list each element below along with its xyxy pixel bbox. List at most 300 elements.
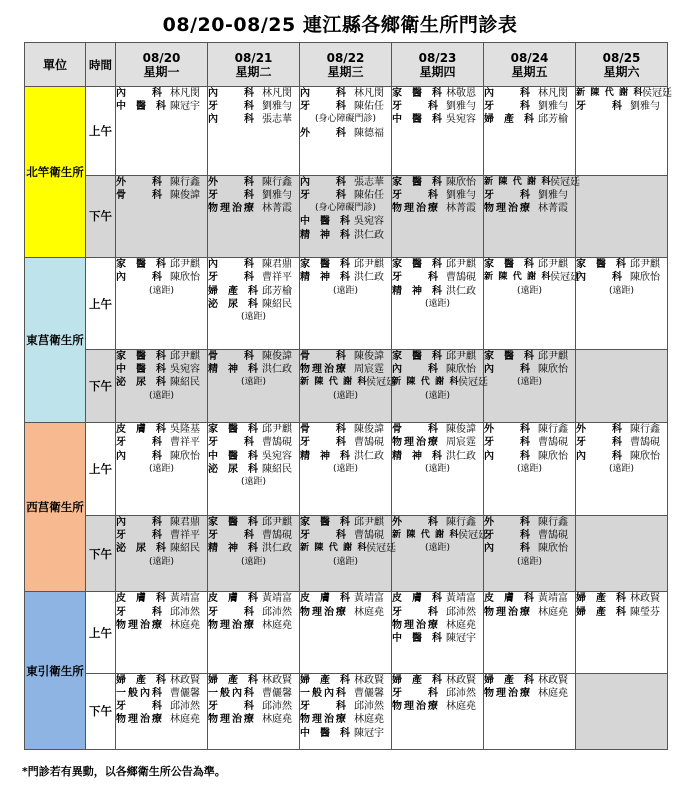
spacer (530, 687, 538, 700)
clinic-entry (116, 700, 207, 713)
clinic-entry (484, 592, 575, 605)
period-label: 下午 (86, 350, 116, 423)
spacer (530, 529, 538, 542)
clinic-entry (392, 423, 483, 436)
period-label: 下午 (86, 516, 116, 592)
department: 牙 科 (300, 189, 346, 201)
doctor-name: 陳俊諱 (446, 424, 476, 436)
department: 家 醫 科 (484, 351, 534, 363)
department: 精 神 科 (208, 543, 258, 555)
clinic-entry (300, 350, 391, 363)
doctor-name: 邱尹麒 (170, 259, 200, 271)
clinic-entry (392, 606, 483, 619)
spacer (162, 674, 170, 687)
spacer (254, 516, 262, 529)
spacer (162, 687, 170, 700)
doctor-name: 林凡閔 (262, 88, 292, 99)
department: 新陳代謝科 (484, 176, 550, 187)
spacer (162, 100, 170, 113)
day-weekday: 星期六 (603, 64, 640, 79)
schedule-cell (116, 87, 208, 176)
spacer (438, 450, 446, 463)
doctor-name: 黃靖富 (354, 593, 384, 605)
remote-note: (遠距) (424, 390, 451, 401)
spacer (530, 363, 538, 376)
doctor-name: 林敬恩 (446, 88, 476, 99)
department: 精 神 科 (300, 272, 350, 284)
doctor-name: 洪仁政 (354, 450, 384, 462)
clinic-entry (208, 619, 299, 632)
spacer (346, 423, 354, 436)
doctor-name: 曹祥平 (170, 437, 200, 449)
spacer (254, 700, 262, 713)
clinic-entry (392, 189, 483, 202)
doctor-name: 曹儷馨 (262, 687, 292, 699)
spacer (622, 592, 630, 605)
spacer (346, 606, 354, 619)
department: 精 神 科 (208, 364, 258, 376)
clinic-entry (300, 376, 396, 389)
clinic-entry (300, 436, 391, 449)
doctor-name: 吳宛容 (446, 114, 476, 126)
schedule-cell (208, 673, 300, 749)
doctor-name: 邱尹麒 (446, 351, 476, 363)
spacer (438, 423, 446, 436)
doctor-name: 陳冠宇 (446, 632, 476, 644)
clinic-entry (484, 176, 580, 189)
clinic-entry (116, 687, 207, 700)
schedule-cell (576, 516, 668, 592)
clinic-entry (392, 100, 483, 113)
clinic-entry (300, 258, 391, 271)
spacer (438, 202, 446, 215)
doctor-name: 陳冠宇 (354, 727, 384, 739)
department: 新陳代謝科 (392, 377, 458, 388)
department: 外 科 (300, 127, 346, 139)
spacer (346, 674, 354, 687)
day-header (300, 43, 392, 87)
department: 泌 尿 科 (208, 463, 258, 475)
spacer (254, 363, 262, 376)
doctor-name: 曹鵠硯 (538, 437, 568, 449)
department: 中 醫 科 (300, 727, 350, 739)
department: 皮 膚 科 (300, 593, 350, 605)
schedule-cell (392, 258, 484, 350)
department: 牙 科 (208, 701, 254, 713)
footnote: *門診若有異動，以各鄉衛生所公告為準。 (22, 765, 226, 778)
clinic-entry (116, 363, 207, 376)
clinic-entry (300, 100, 391, 113)
clinic-entry (484, 202, 575, 215)
doctor-name: 陳欣怡 (170, 450, 200, 462)
schedule-cell (392, 516, 488, 592)
clinic-entry (392, 350, 483, 363)
clinic-entry (300, 713, 391, 726)
department: 牙 科 (300, 101, 346, 113)
doctor-name: 吳隆基 (170, 424, 200, 436)
schedule-cell (576, 673, 668, 749)
clinic-entry (116, 271, 207, 284)
clinic-entry (300, 606, 391, 619)
department: 婦 產 科 (484, 114, 534, 126)
spacer (438, 100, 446, 113)
doctor-name: 邱沛然 (354, 701, 384, 713)
remote-note: (遠距) (424, 298, 451, 309)
department: 物理治療 (392, 701, 438, 713)
schedule-cell (208, 592, 300, 673)
spacer (438, 436, 446, 449)
clinic-entry (116, 176, 207, 189)
spacer (162, 258, 170, 271)
doctor-name: 陳行鑫 (538, 517, 568, 529)
period-label: 下午 (86, 175, 116, 257)
clinic-entry (484, 516, 575, 529)
spacer (254, 423, 262, 436)
remote-note: (遠距) (148, 463, 175, 474)
remote-note: (遠距) (516, 463, 543, 474)
doctor-name: 林庭堯 (354, 606, 384, 618)
clinic-entry (392, 516, 483, 529)
doctor-name: 曹鵠硯 (262, 530, 292, 542)
spacer (346, 127, 354, 140)
day-weekday: 星期二 (235, 64, 272, 79)
clinic-entry (484, 113, 575, 126)
spacer (438, 619, 446, 632)
department: 婦 產 科 (392, 674, 442, 686)
day-weekday: 星期三 (327, 64, 364, 79)
spacer (254, 113, 262, 126)
spacer (254, 87, 262, 100)
day-date: 08/23 (418, 50, 457, 65)
department: 物理治療 (392, 437, 438, 449)
spacer (346, 529, 354, 542)
department: 外 科 (208, 176, 254, 188)
department: 皮 膚 科 (116, 424, 166, 436)
department: 牙 科 (208, 101, 254, 113)
department: 內 科 (116, 450, 162, 462)
clinic-entry (116, 674, 207, 687)
doctor-name: 林庭堯 (538, 606, 568, 618)
spacer (162, 700, 170, 713)
department: 物理治療 (208, 203, 254, 215)
spacer (530, 258, 538, 271)
remote-note: (遠距) (148, 285, 175, 296)
spacer (438, 285, 446, 298)
doctor-name: 陳德福 (354, 127, 384, 139)
day-header (484, 43, 576, 87)
doctor-name: 林凡閔 (538, 88, 568, 99)
doctor-name: 洪仁政 (446, 450, 476, 462)
clinic-entry (484, 529, 575, 542)
schedule-cell (300, 673, 392, 749)
schedule-cell (208, 516, 300, 592)
day-date: 08/25 (602, 50, 641, 65)
period-label: 上午 (86, 423, 116, 516)
department: 泌 尿 科 (116, 377, 166, 389)
clinic-entry (208, 202, 299, 215)
day-header (576, 43, 668, 87)
day-date: 08/24 (510, 50, 549, 65)
remote-note: (遠距) (240, 476, 267, 487)
department: 外 科 (484, 517, 530, 529)
spacer (346, 189, 354, 202)
doctor-name: 邱沛然 (170, 701, 200, 713)
clinic-entry (300, 215, 391, 228)
doctor-name: 邱沛然 (170, 606, 200, 618)
period-label: 上午 (86, 258, 116, 350)
doctor-name: 曹鵠硯 (354, 530, 384, 542)
department: 牙 科 (576, 437, 622, 449)
clinic-entry (300, 423, 391, 436)
clinic-entry (116, 592, 207, 605)
schedule-cell (484, 592, 576, 673)
schedule-cell (208, 350, 300, 423)
department: 皮 膚 科 (392, 593, 442, 605)
doctor-name: 陳俊諱 (170, 189, 200, 201)
remote-note: (遠距) (148, 556, 175, 567)
department: 一般內科 (300, 687, 346, 699)
remote-note: (遠距) (424, 543, 451, 554)
spacer (438, 700, 446, 713)
department: 婦 產 科 (208, 285, 258, 297)
doctor-name: 林凡閔 (170, 88, 200, 99)
spacer (438, 87, 446, 100)
remote-note: (遠距) (516, 285, 543, 296)
department: 內 科 (484, 450, 530, 462)
clinic-entry (484, 189, 575, 202)
spacer (438, 632, 446, 645)
doctor-name: 邱沛然 (262, 701, 292, 713)
clinic-entry (116, 376, 207, 389)
clinic-entry (392, 529, 488, 542)
doctor-name: 吳宛容 (170, 364, 200, 376)
schedule-cell (300, 423, 392, 516)
department: 內 科 (208, 259, 254, 271)
department: 新陳代謝科 (300, 543, 366, 554)
spacer (530, 423, 538, 436)
page-title: 08/20-08/25 連江縣各鄉衛生所門診表 (162, 14, 518, 36)
department: 婦 產 科 (208, 674, 258, 686)
department: 家 醫 科 (484, 259, 534, 271)
doctor-name: 林庭堯 (170, 714, 200, 726)
doctor-name: 邱尹麒 (538, 351, 568, 363)
doctor-name: 陳欣怡 (630, 272, 660, 284)
department: 皮 膚 科 (484, 593, 534, 605)
department: 牙 科 (208, 530, 254, 542)
clinic-entry (392, 700, 483, 713)
department: 牙 科 (300, 701, 346, 713)
remote-note: (身心障礙門診) (314, 203, 377, 214)
schedule-cell (300, 592, 392, 673)
clinic-entry (116, 423, 207, 436)
spacer (254, 350, 262, 363)
department: 家 醫 科 (392, 351, 442, 363)
spacer (438, 350, 446, 363)
spacer (530, 592, 538, 605)
clinic-entry (208, 542, 299, 555)
department: 牙 科 (576, 101, 622, 113)
spacer (254, 285, 262, 298)
spacer (346, 592, 354, 605)
spacer (254, 202, 262, 215)
department: 牙 科 (116, 606, 162, 618)
spacer (254, 298, 262, 311)
doctor-name: 周宸霆 (354, 364, 384, 376)
schedule-cell (576, 350, 668, 423)
department: 牙 科 (484, 437, 530, 449)
doctor-name: 林政賢 (446, 674, 476, 686)
schedule-row (25, 350, 668, 423)
clinic-entry (208, 713, 299, 726)
schedule-cell (116, 175, 208, 257)
doctor-name: 邱尹麒 (170, 351, 200, 363)
department: 中 醫 科 (300, 216, 350, 228)
schedule-row (25, 516, 668, 592)
department: 外 科 (116, 176, 162, 188)
day-date: 08/21 (234, 50, 273, 65)
clinic-entry (576, 271, 667, 284)
department: 精 神 科 (392, 285, 442, 297)
spacer (346, 258, 354, 271)
period-label: 上午 (86, 87, 116, 176)
doctor-name: 侯冠廷 (642, 88, 672, 99)
clinic-entry (392, 271, 483, 284)
clinic-entry (116, 189, 207, 202)
spacer (162, 713, 170, 726)
department: 內 科 (300, 176, 346, 188)
spacer (438, 189, 446, 202)
doctor-name: 陳欣怡 (170, 272, 200, 284)
clinic-entry (484, 542, 575, 555)
clinic-entry (300, 229, 391, 242)
department: 皮 膚 科 (208, 593, 258, 605)
department: 外 科 (484, 424, 530, 436)
department: 泌 尿 科 (208, 298, 258, 310)
department: 婦 產 科 (116, 674, 166, 686)
spacer (438, 674, 446, 687)
schedule-cell (208, 258, 300, 350)
department: 牙 科 (208, 189, 254, 201)
schedule-cell (300, 516, 396, 592)
spacer (346, 687, 354, 700)
schedule-cell (392, 350, 488, 423)
spacer (162, 363, 170, 376)
schedule-cell (116, 516, 208, 592)
department: 婦 產 科 (300, 674, 350, 686)
clinic-entry (208, 687, 299, 700)
clinic-entry (484, 423, 575, 436)
spacer (346, 176, 354, 189)
clinic-entry (208, 516, 299, 529)
doctor-name: 劉雅勻 (630, 101, 660, 113)
schedule-cell (392, 673, 484, 749)
doctor-name: 林凡閔 (354, 88, 384, 99)
spacer (346, 215, 354, 228)
doctor-name: 洪仁政 (354, 229, 384, 241)
spacer (254, 463, 262, 476)
doctor-name: 林政賢 (538, 674, 568, 686)
spacer (438, 687, 446, 700)
department: 物理治療 (392, 619, 438, 631)
clinic-entry (484, 606, 575, 619)
department: 新陳代謝科 (300, 377, 366, 388)
remote-note: (遠距) (332, 463, 359, 474)
clinic-entry (484, 87, 575, 100)
clinic-entry (116, 436, 207, 449)
doctor-name: 陳欣怡 (630, 450, 660, 462)
spacer (254, 176, 262, 189)
remote-note: (遠距) (148, 390, 175, 401)
department: 牙 科 (392, 101, 438, 113)
doctor-name: 陳欣怡 (538, 450, 568, 462)
time-header: 時間 (86, 43, 116, 87)
schedule-cell (576, 258, 668, 350)
department: 牙 科 (300, 437, 346, 449)
clinic-entry (116, 529, 207, 542)
clinic-entry (116, 619, 207, 632)
schedule-cell (300, 350, 396, 423)
doctor-name: 劉雅勻 (446, 101, 476, 113)
doctor-name: 陳俊諱 (354, 351, 384, 363)
doctor-name: 陳俊諱 (354, 424, 384, 436)
doctor-name: 陳瑩芬 (630, 606, 660, 618)
spacer (162, 516, 170, 529)
schedule-body (25, 87, 672, 750)
clinic-entry (392, 376, 488, 389)
schedule-cell (484, 350, 576, 423)
schedule-cell (484, 87, 576, 176)
period-label: 上午 (86, 592, 116, 673)
clinic-entry (208, 450, 299, 463)
doctor-name: 曹祥平 (262, 272, 292, 284)
remote-note: (遠距) (608, 285, 635, 296)
clinic-entry (484, 436, 575, 449)
spacer (346, 713, 354, 726)
spacer (530, 189, 538, 202)
clinic-entry (300, 674, 391, 687)
schedule-cell (300, 175, 392, 257)
schedule-cell (484, 516, 576, 592)
clinic-entry (300, 516, 391, 529)
doctor-name: 黃靖富 (446, 593, 476, 605)
department: 骨 科 (208, 351, 254, 363)
department: 內 科 (576, 272, 622, 284)
department: 新陳代謝科 (576, 88, 642, 98)
period-label: 下午 (86, 673, 116, 749)
doctor-name: 陳君鼎 (262, 259, 292, 271)
spacer (622, 271, 630, 284)
clinic-entry (116, 542, 207, 555)
doctor-name: 陳紹民 (262, 298, 292, 310)
schedule-cell (116, 423, 208, 516)
clinic-entry (576, 436, 667, 449)
spacer (254, 450, 262, 463)
department: 精 神 科 (300, 229, 350, 241)
doctor-name: 邱尹麒 (630, 259, 660, 271)
doctor-name: 邱尹麒 (538, 259, 568, 271)
clinic-entry (484, 450, 575, 463)
doctor-name: 林庭堯 (262, 619, 292, 631)
schedule-cell (484, 673, 576, 749)
department: 家 醫 科 (392, 259, 442, 271)
clinic-name: 北竿衛生所 (25, 87, 86, 258)
clinic-entry (300, 687, 391, 700)
doctor-name: 林菁霞 (262, 203, 292, 215)
schedule-cell (576, 592, 668, 673)
doctor-name: 洪仁政 (446, 285, 476, 297)
clinic-entry (116, 258, 207, 271)
spacer (346, 363, 354, 376)
